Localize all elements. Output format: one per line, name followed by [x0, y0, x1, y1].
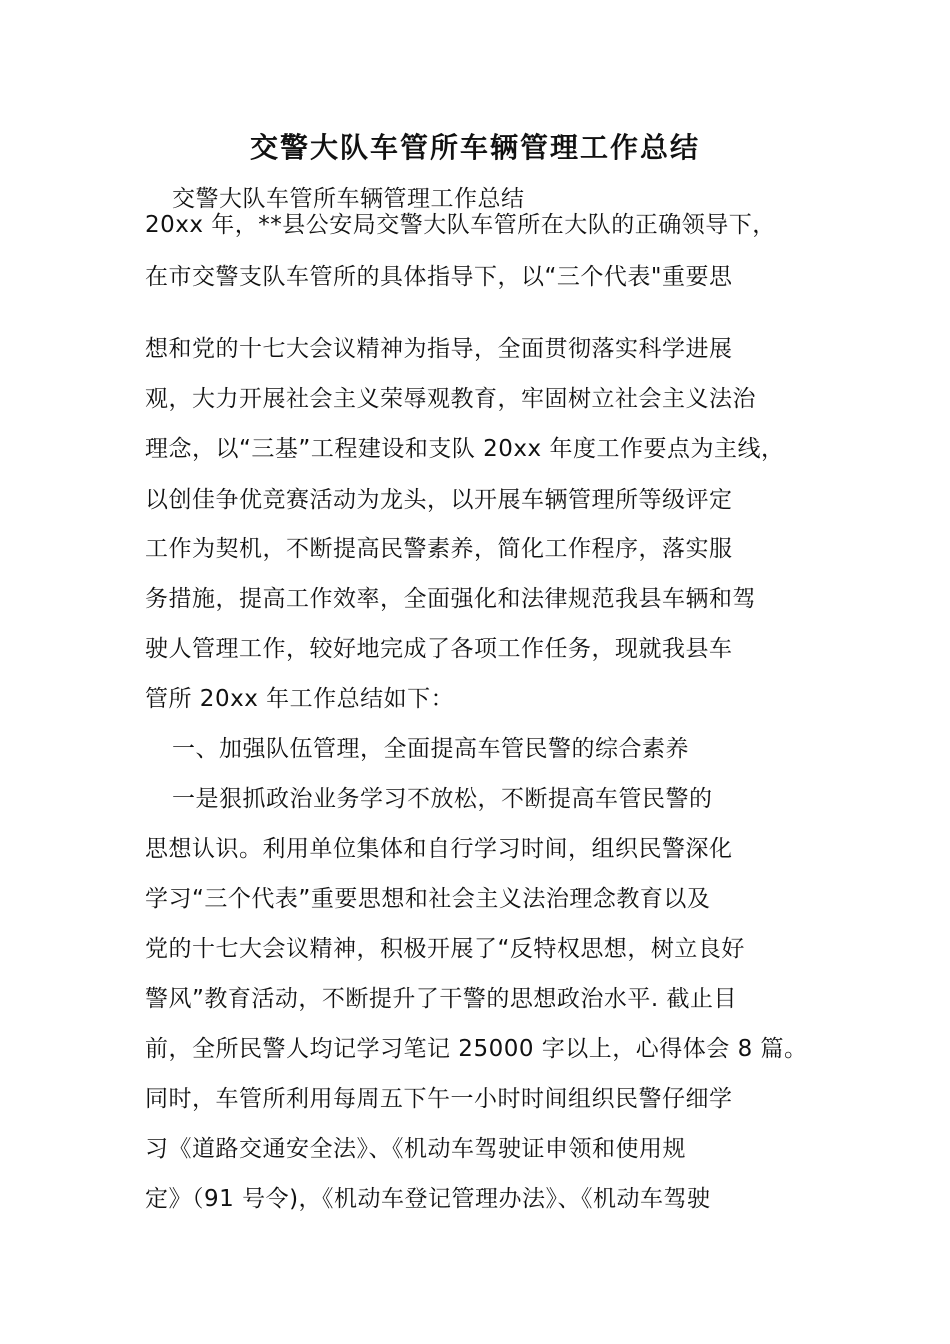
body-line: 务措施，提高工作效率，全面强化和法律规范我县车辆和驾	[145, 586, 756, 612]
body-line: 学习“三个代表”重要思想和社会主义法治理念教育以及	[145, 886, 711, 912]
body-line: 同时，车管所利用每周五下午一小时时间组织民警仔细学	[145, 1086, 733, 1112]
body-line: 前，全所民警人均记学习笔记 25000 字以上，心得体会 8 篇。	[145, 1036, 808, 1062]
body-line: 交警大队车管所车辆管理工作总结	[172, 186, 525, 212]
body-line: 想和党的十七大会议精神为指导，全面贯彻落实科学进展	[145, 336, 733, 362]
body-line: 警风”教育活动，不断提升了干警的思想政治水平. 截止目	[145, 986, 738, 1012]
body-line: 定》（91 号令)，《机动车登记管理办法》、《机动车驾驶	[145, 1186, 711, 1212]
body-line: 在市交警支队车管所的具体指导下，以“三个代表"重要思	[145, 264, 733, 290]
body-line: 以创佳争优竞赛活动为龙头，以开展车辆管理所等级评定	[145, 487, 733, 513]
body-line: 工作为契机，不断提高民警素养，简化工作程序，落实服	[145, 536, 733, 562]
body-line: 20xx 年，**县公安局交警大队车管所在大队的正确领导下，	[145, 212, 776, 238]
body-line: 习《道路交通安全法》、《机动车驾驶证申领和使用规	[145, 1136, 686, 1162]
body-line: 理念，以“三基”工程建设和支队 20xx 年度工作要点为主线，	[145, 436, 785, 462]
body-line: 管所 20xx 年工作总结如下：	[145, 686, 455, 712]
section-heading: 一、加强队伍管理，全面提高车管民警的综合素养	[172, 736, 689, 762]
body-line: 党的十七大会议精神，积极开展了“反特权思想，树立良好	[145, 936, 745, 962]
body-line: 观，大力开展社会主义荣辱观教育，牢固树立社会主义法治	[145, 386, 756, 412]
body-line: 一是狠抓政治业务学习不放松，不断提高车管民警的	[172, 786, 713, 812]
body-line: 思想认识。利用单位集体和自行学习时间，组织民警深化	[145, 836, 733, 862]
document-title: 交警大队车管所车辆管理工作总结	[249, 131, 700, 164]
body-line: 驶人管理工作，较好地完成了各项工作任务，现就我县车	[145, 636, 733, 662]
